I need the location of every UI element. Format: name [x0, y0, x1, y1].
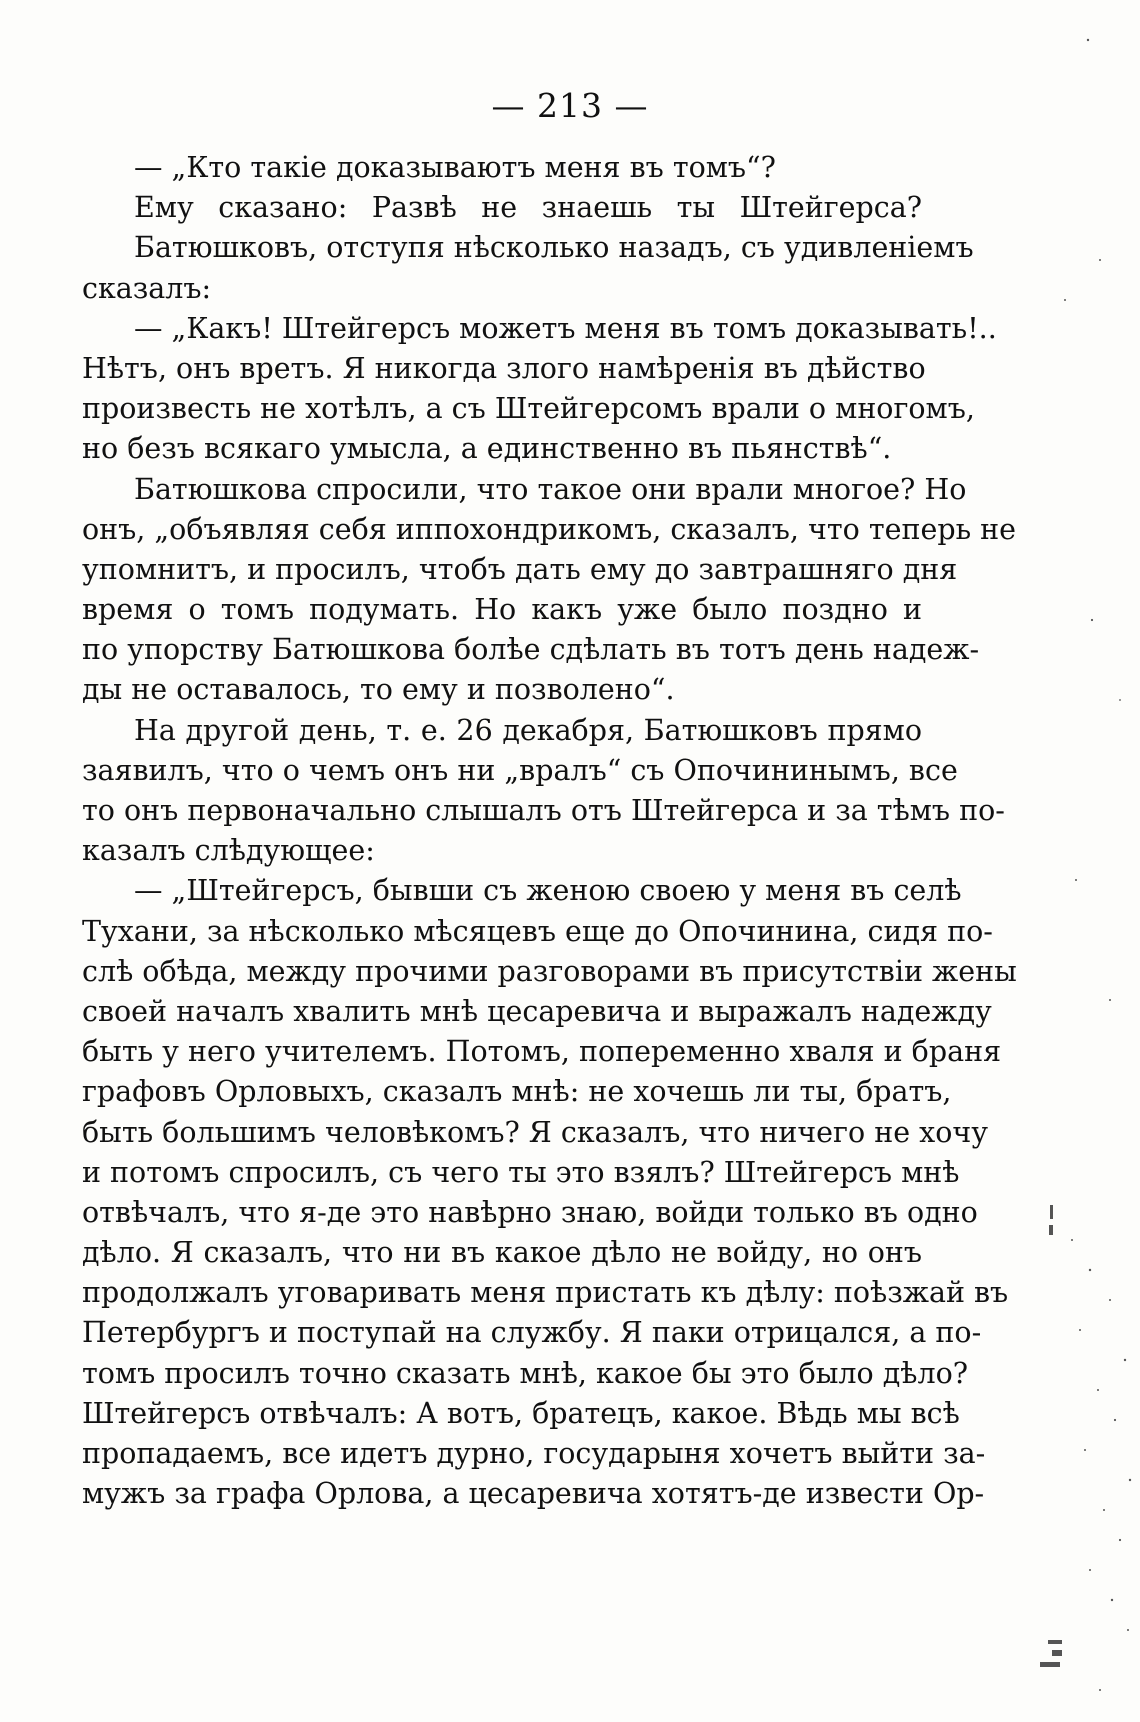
text-line: время о томъ подумать. Но какъ уже было поздно и [82, 593, 922, 627]
text-line: Ему сказано: Развѣ не знаешь ты Штейгерса? [134, 191, 922, 225]
text-line: Нѣтъ, онъ вретъ. Я никогда злого намѣренія въ дѣйство [82, 351, 926, 385]
text-line: мужъ за графа Орлова, а цесаревича хотятъ-де извести Ор- [82, 1477, 985, 1511]
text-line: пропадаемъ, все идетъ дурно, государыня хочетъ выйти за- [82, 1437, 986, 1470]
text-line: ды не оставалось, то ему и позволено“. [82, 673, 675, 707]
text-line: — „Штейгерсъ, бывши съ женою своею у меня въ селѣ [134, 874, 962, 908]
text-line: Штейгерсъ отвѣчалъ: А вотъ, братецъ, какое. Вѣдь мы всѣ [82, 1396, 960, 1430]
text-line: томъ просилъ точно сказать мнѣ, какое бы это было дѣло? [82, 1356, 969, 1390]
text-line: — „Кто такіе доказываютъ меня въ томъ“? [134, 151, 776, 184]
text-line: продолжалъ уговаривать меня пристать къ дѣлу: поѣзжай въ [82, 1276, 1009, 1310]
body-text [82, 148, 1017, 1514]
text-line: быть большимъ человѣкомъ? Я сказалъ, что ничего не хочу [82, 1115, 988, 1149]
text-line: отвѣчалъ, что я-де это навѣрно знаю, войди только въ одно [82, 1195, 978, 1229]
text-line: своей началъ хвалить мнѣ цесаревича и выражалъ надежду [82, 994, 992, 1028]
text-line: заявилъ, что о чемъ онъ ни „вралъ“ съ Опочининымъ, все [82, 753, 958, 787]
text-line: — „Какъ! Штейгерсъ можетъ меня въ томъ доказывать!.. [134, 311, 997, 345]
text-line: по упорству Батюшкова болѣе сдѣлать въ тотъ день надеж- [82, 633, 980, 667]
text-line: Батюшкова спросили, что такое они врали многое? Но [134, 472, 967, 506]
text-line: быть у него учителемъ. Потомъ, попеременно хваля и браня [82, 1035, 1002, 1069]
text-line: слѣ обѣда, между прочими разговорами въ присутствіи жены [82, 954, 1017, 988]
text-line: но безъ всякаго умысла, а единственно въ пьянствѣ“. [82, 432, 892, 466]
text-line: На другой день, т. е. 26 декабря, Батюшковъ прямо [134, 713, 922, 747]
text-line: упомнитъ, и просилъ, чтобъ дать ему до завтрашняго дня [82, 552, 958, 586]
scan-noise [980, 0, 1140, 1722]
text-line: Петербургъ и поступай на службу. Я паки отрицался, а по- [82, 1316, 982, 1350]
text-line: и потомъ спросилъ, съ чего ты это взялъ? Штейгерсъ мнѣ [82, 1155, 960, 1189]
text-line: казалъ слѣдующее: [82, 834, 375, 868]
text-line: произвесть не хотѣлъ, а съ Штейгерсомъ врали о многомъ, [82, 392, 975, 426]
text-line: Батюшковъ, отступя нѣсколько назадъ, съ удивленіемъ [134, 231, 974, 265]
text-line: сказалъ: [82, 271, 212, 305]
text-line: дѣло. Я сказалъ, что ни въ какое дѣло не войду, но онъ [82, 1236, 922, 1270]
text-line: то онъ первоначально слышалъ отъ Штейгерса и за тѣмъ по- [82, 794, 1005, 827]
text-line: Тухани, за нѣсколько мѣсяцевъ еще до Опочинина, сидя по- [82, 914, 993, 948]
text-line: графовъ Орловыхъ, сказалъ мнѣ: не хочешь ли ты, братъ, [82, 1075, 952, 1109]
text-line: онъ, „объявляя себя иппохондрикомъ, сказалъ, что теперь не [82, 512, 1017, 546]
page-number: — 213 — [491, 86, 649, 125]
